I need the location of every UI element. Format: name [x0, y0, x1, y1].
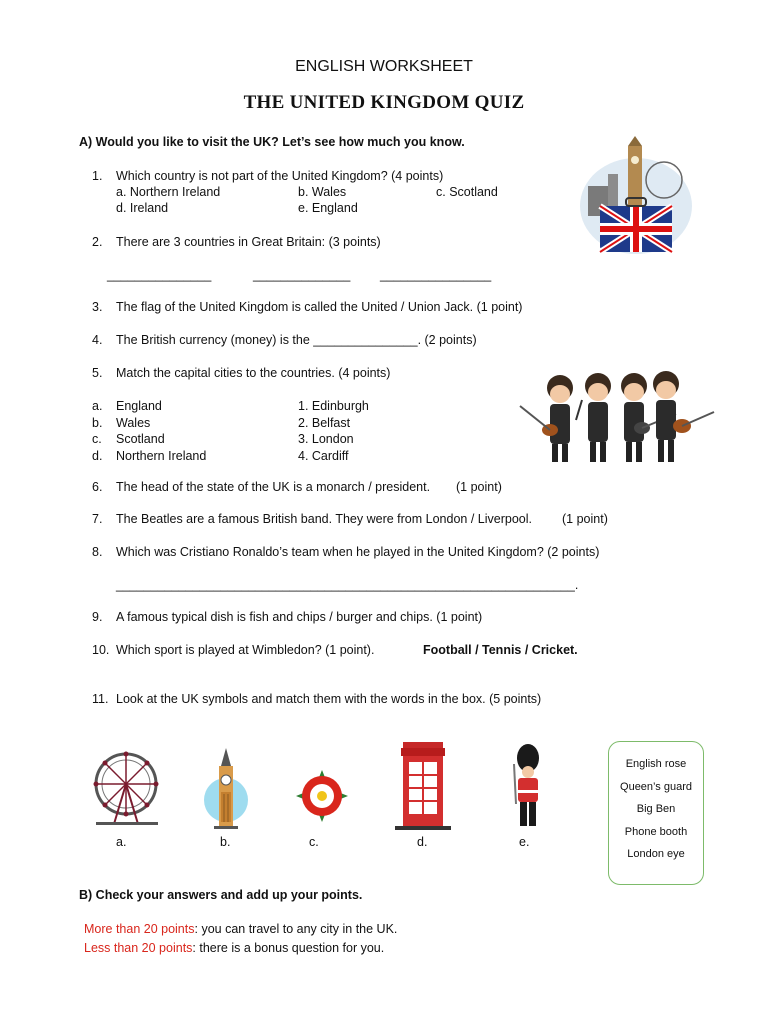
question-number: 7.: [92, 512, 103, 526]
question-text: The head of the state of the UK is a monarch / president.: [116, 480, 431, 494]
city-list: [298, 398, 369, 464]
word-box-item: English rose: [625, 758, 687, 770]
result-more-than-20: [84, 922, 397, 936]
question-number: 5.: [92, 366, 103, 380]
quiz-title: THE UNITED KINGDOM QUIZ: [243, 92, 525, 113]
q1-option-a: a. Northern Ireland: [116, 185, 221, 199]
question-number: 3.: [92, 300, 103, 314]
question-text: Which country is not part of the United Kingdom? (4 points): [116, 169, 444, 183]
q1-option-b: b. Wales: [298, 185, 347, 199]
big-ben-icon: [202, 746, 250, 830]
question-number: 10.: [92, 643, 110, 657]
question-text: Look at the UK symbols and match them with the words in the box. (5 points): [116, 692, 542, 706]
symbol-label: b.: [220, 835, 231, 849]
result-label: Less than 20 points: [84, 941, 193, 955]
phone-booth-icon: [395, 738, 451, 834]
city-item: 3. London: [298, 432, 354, 446]
result-text: : you can travel to any city in the UK.: [194, 922, 398, 936]
question-text: A famous typical dish is fish and chips / burger and chips. (1 point): [116, 610, 483, 624]
word-box-item: Phone booth: [624, 825, 688, 838]
country-name: Scotland: [116, 432, 165, 446]
result-text: : there is a bonus question for you.: [192, 941, 385, 955]
tudor-rose-icon: [296, 770, 348, 822]
country-name: England: [116, 399, 162, 413]
question-number: 4.: [92, 333, 103, 347]
q1-option-e: e. England: [298, 201, 358, 215]
result-less-than-20: [84, 941, 384, 955]
list-key: a.: [92, 399, 103, 413]
question-points: (1 point): [562, 512, 608, 526]
london-eye-icon: [90, 748, 164, 828]
question-number: 11.: [92, 692, 109, 706]
question-number: 9.: [92, 610, 103, 624]
list-key: d.: [92, 448, 103, 463]
answer-blank-1[interactable]: _______________: [107, 268, 212, 282]
answer-blank-2[interactable]: ______________: [253, 268, 351, 282]
question-text: Which was Cristiano Ronaldo’s team when he played in the United Kingdom? (2 points): [116, 545, 600, 559]
result-label: More than 20 points: [84, 922, 195, 936]
word-box-item: London eye: [627, 848, 685, 860]
question-number: 8.: [92, 545, 103, 559]
uk-landmarks-illustration: [578, 136, 694, 256]
word-box: [608, 741, 704, 885]
question-text: The British currency (money) is the _______________. (2 points): [116, 333, 477, 347]
list-key: c.: [92, 432, 102, 446]
symbol-label: d.: [417, 835, 428, 849]
question-points: (1 point): [456, 480, 502, 494]
q1-option-c: c. Scotland: [436, 185, 498, 199]
country-list: [92, 398, 206, 464]
question-number: 1.: [92, 169, 103, 183]
question-text: Which sport is played at Wimbledon? (1 point).: [116, 643, 375, 657]
city-item: 1. Edinburgh: [298, 399, 369, 413]
question-text: Match the capital cities to the countries. (4 points): [116, 366, 391, 380]
section-b-heading: B) Check your answers and add up your points.: [79, 888, 363, 902]
answer-blank-3[interactable]: ________________: [380, 268, 492, 282]
question-text: The flag of the United Kingdom is called the United / Union Jack. (1 point): [116, 300, 523, 314]
sport-options: Football / Tennis / Cricket.: [423, 643, 578, 657]
question-text: There are 3 countries in Great Britain: (3 points): [116, 235, 381, 249]
country-name: Northern Ireland: [116, 448, 207, 463]
section-a-heading: A) Would you like to visit the UK? Let’s see how much you know.: [79, 135, 465, 149]
word-box-item: Queen’s guard: [620, 780, 692, 793]
city-item: 4. Cardiff: [298, 448, 349, 463]
city-item: 2. Belfast: [298, 415, 351, 430]
symbol-label: a.: [116, 835, 127, 849]
symbol-label: e.: [519, 835, 530, 849]
question-number: 2.: [92, 235, 103, 249]
country-name: Wales: [116, 415, 151, 430]
answer-line[interactable]: __________________________________________________________________.: [116, 578, 579, 592]
symbol-label: c.: [309, 835, 319, 849]
q1-option-d: d. Ireland: [116, 201, 169, 215]
beatles-illustration: [516, 370, 716, 466]
word-box-item: Big Ben: [636, 803, 676, 815]
question-text: The Beatles are a famous British band. They were from London / Liverpool.: [116, 512, 532, 526]
worksheet-heading: ENGLISH WORKSHEET: [295, 58, 473, 75]
queens-guard-icon: [508, 744, 548, 832]
question-number: 6.: [92, 480, 103, 494]
list-key: b.: [92, 415, 103, 430]
